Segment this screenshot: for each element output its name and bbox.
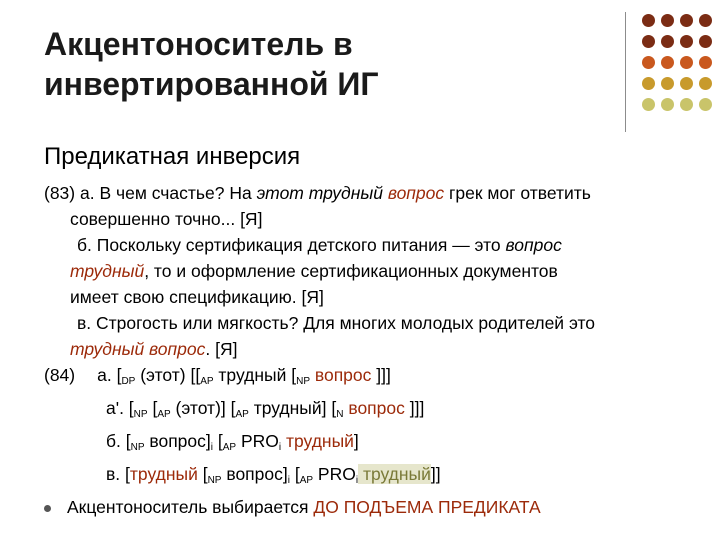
decor-dot bbox=[642, 77, 655, 90]
ex84-b: б. [$_{NP}$ $вопрос]_i$ [$_{AP}$ $PRO_i$ трудный] bbox=[106, 431, 359, 453]
ex84-c: в. [трудный [$_{NP}$ $вопрос]_i$ [$_{AP}$ $PRO_i$ трудный]] bbox=[106, 464, 441, 486]
decor-dot bbox=[680, 56, 693, 69]
ex83-c-line2: трудный вопрос. [Я] bbox=[70, 339, 238, 359]
bullet-item: Акцентоноситель выбирается ДО ПОДЪЕМА ПРЕДИКАТА bbox=[44, 494, 704, 520]
decor-dot bbox=[680, 98, 693, 111]
ex83-a-line1: (83) а. В чем счастье? На этот трудный вопрос грек мог ответить bbox=[44, 183, 591, 203]
decor-dot bbox=[642, 14, 655, 27]
decor-dot bbox=[699, 77, 712, 90]
decor-dot bbox=[680, 77, 693, 90]
decor-dot bbox=[642, 35, 655, 48]
decor-dot bbox=[699, 98, 712, 111]
decor-dot bbox=[699, 56, 712, 69]
decor-dot bbox=[661, 77, 674, 90]
decor-dot bbox=[680, 14, 693, 27]
decor-dot bbox=[699, 14, 712, 27]
ex83-a-line2: совершенно точно... [Я] bbox=[70, 209, 263, 229]
decor-dot bbox=[661, 35, 674, 48]
ex83-c-line1: в. Строгость или мягкость? Для многих молодых родителей это bbox=[77, 313, 596, 333]
slide-subtitle: Предикатная инверсия bbox=[44, 143, 301, 170]
ex83-b-line3: имеет свою спецификацию. [Я] bbox=[70, 287, 324, 307]
slide-body bbox=[44, 180, 704, 520]
title-line-1: Акцентоноситель в bbox=[44, 26, 353, 62]
title-line-2: инвертированной ИГ bbox=[44, 66, 379, 102]
ex83-b-line2: трудный, то и оформление сертификационных документов bbox=[70, 261, 558, 281]
bullet-icon bbox=[44, 505, 51, 512]
decor-dot bbox=[661, 14, 674, 27]
ex83-b-line1: б. Поскольку сертификация детского питания — это вопрос bbox=[77, 235, 562, 255]
decor-dot bbox=[680, 35, 693, 48]
ex84-a-prime: а'. [$_{NP}$ [$_{AP}$ (этот)] [$_{AP}$ трудный] [$_N$ вопрос ]]] bbox=[106, 398, 425, 420]
decor-dot bbox=[661, 98, 674, 111]
decor-dot bbox=[642, 98, 655, 111]
decor-dot bbox=[661, 56, 674, 69]
decor-dot-grid bbox=[642, 10, 720, 140]
ex84-a: (84) а. [$_{DP}$ (этот) [[$_{AP}$ трудный [$_{NP}$ вопрос ]]] bbox=[44, 365, 391, 387]
slide-title bbox=[44, 24, 604, 104]
decor-dot bbox=[642, 56, 655, 69]
decor-divider bbox=[625, 12, 626, 132]
decor-dot bbox=[699, 35, 712, 48]
